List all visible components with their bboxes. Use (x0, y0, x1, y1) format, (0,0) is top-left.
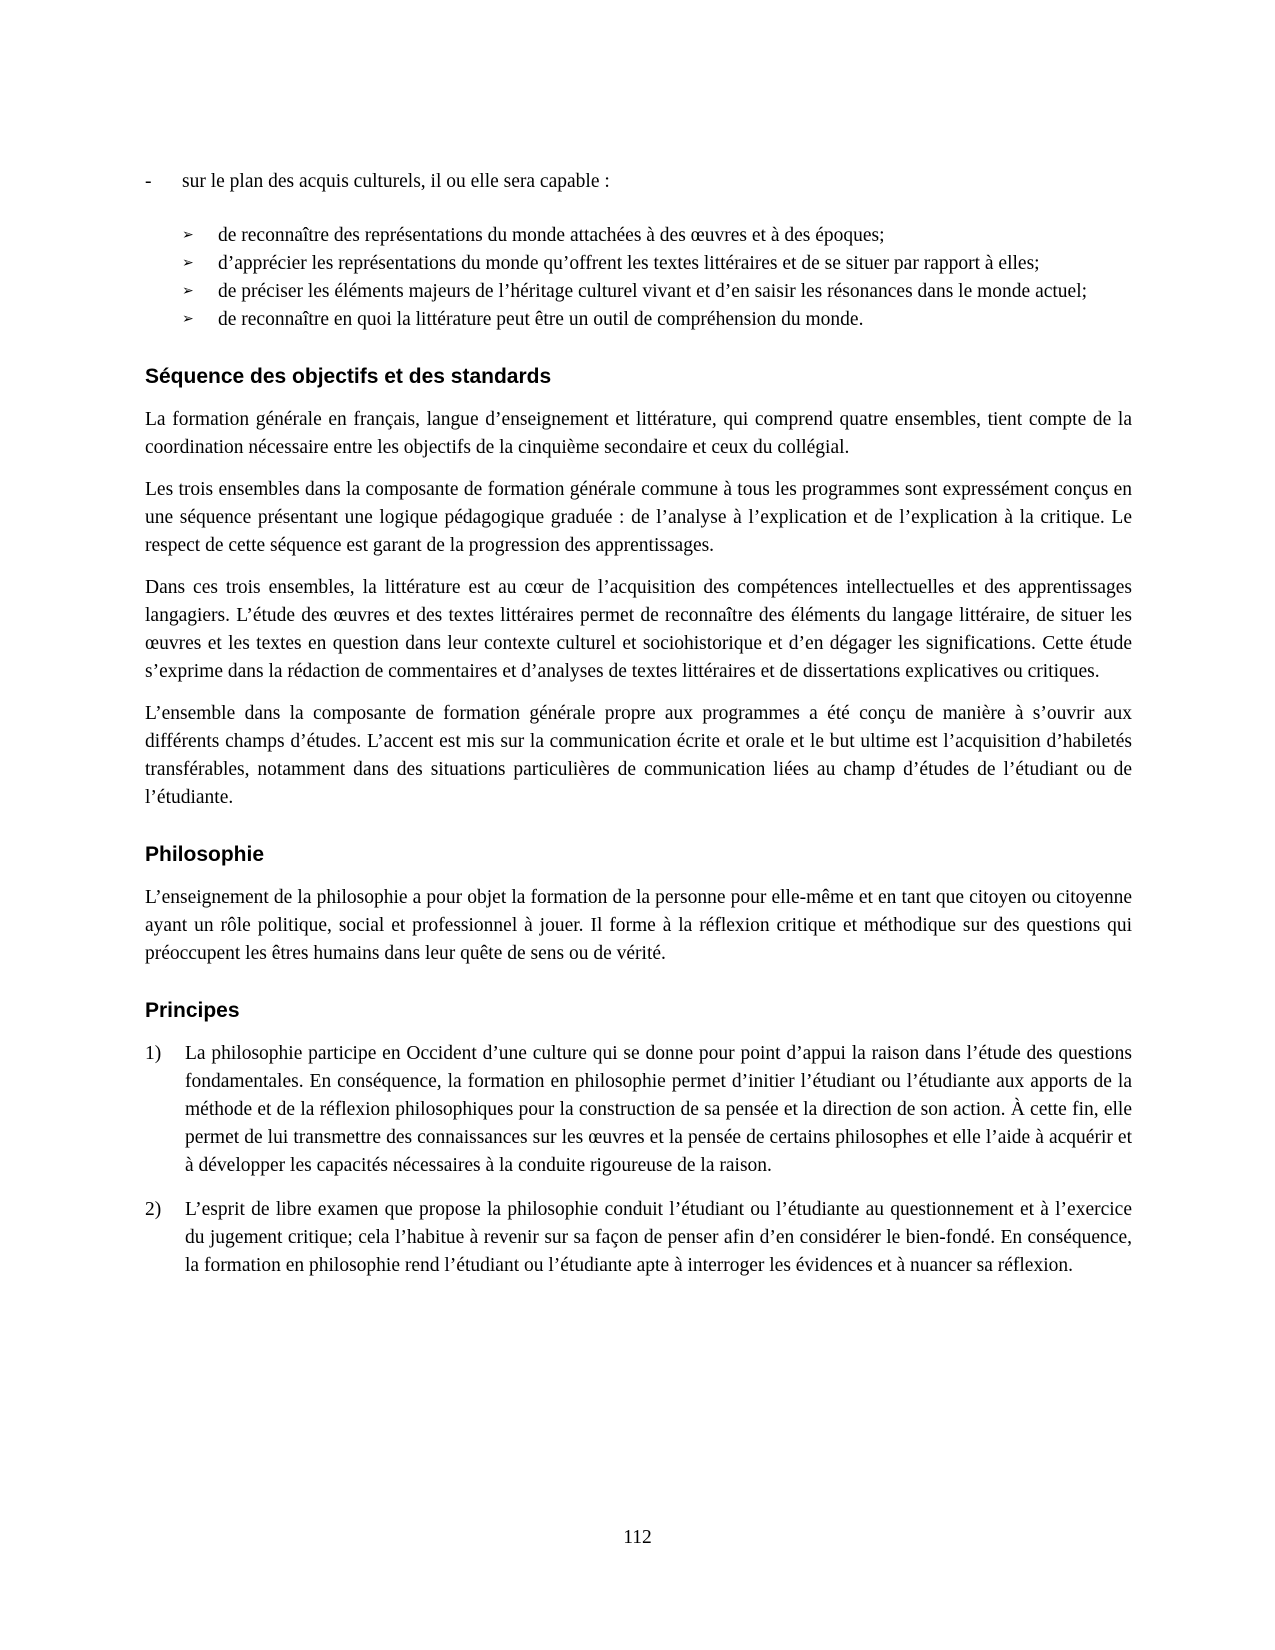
paragraph: Dans ces trois ensembles, la littérature est au cœur de l’acquisition des compétences intellectuelles et des apprentissages langagiers. L’étude des œuvres et des textes littéraires permet de reconnaître des éléments du langage littéraire, de situer les œuvres et les textes en question dans leur contexte culturel et sociohistorique et d’en dégager les significations. Cette étude s’exprime dans la rédaction de commentaires et d’analyses de textes littéraires et de dissertations explicatives ou critiques. (145, 577, 1132, 682)
bullet-text: de reconnaître des représentations du monde attachées à des œuvres et à des époques; (218, 225, 885, 246)
page-content (145, 168, 1132, 1296)
arrowhead-bullet-icon: ➢ (182, 284, 194, 299)
section-heading-sequence: Séquence des objectifs et des standards (145, 365, 552, 388)
numbered-item (145, 1196, 1132, 1280)
arrowhead-bullet-icon: ➢ (182, 312, 194, 327)
section-heading-principes: Principes (145, 999, 240, 1022)
paragraph: L’ensemble dans la composante de formation générale propre aux programmes a été conçu de manière à s’ouvrir aux différents champs d’études. L’accent est mis sur la communication écrite et orale et le but ultime est l’acquisition d’habiletés transférables, notamment dans des situations particulières de communication liées au champ d’études de l’étudiant ou de l’étudiante. (145, 703, 1132, 808)
bullet-text: de préciser les éléments majeurs de l’héritage culturel vivant et d’en saisir les résonances dans le monde actuel; (218, 281, 1088, 302)
item-number: 1) (145, 1043, 162, 1064)
intro-text: sur le plan des acquis culturels, il ou elle sera capable : (182, 171, 610, 192)
paragraph: L’enseignement de la philosophie a pour objet la formation de la personne pour elle-même et en tant que citoyen ou citoyenne ayant un rôle politique, social et professionnel à jouer. Il forme à la réflexion critique et méthodique sur des questions qui préoccupent les êtres humains dans leur quête de sens ou de vérité. (145, 887, 1132, 964)
item-number: 2) (145, 1199, 162, 1220)
list-item (182, 306, 1132, 334)
bullet-text: de reconnaître en quoi la littérature peut être un outil de compréhension du monde. (218, 309, 864, 330)
numbered-item (145, 1040, 1132, 1180)
page-number: 112 (623, 1527, 652, 1548)
dash-bullet: - (145, 171, 152, 192)
bullet-list (182, 222, 1132, 334)
intro-item (145, 168, 1132, 196)
arrowhead-bullet-icon: ➢ (182, 228, 194, 243)
bullet-text: d’apprécier les représentations du monde qu’offrent les textes littéraires et de se situer par rapport à elles; (218, 253, 1040, 274)
item-text: La philosophie participe en Occident d’une culture qui se donne pour point d’appui la raison dans l’étude des questions fondamentales. En conséquence, la formation en philosophie permet d’initier l’étudiant ou l’étudiante aux apports de la méthode et de la réflexion philosophiques pour la construction de sa pensée et la direction de son action. À cette fin, elle permet de lui transmettre des connaissances sur les œuvres et la pensée de certains philosophes et elle l’aide à acquérir et à développer les capacités nécessaires à la conduite rigoureuse de la raison. (185, 1043, 1132, 1176)
list-item (182, 222, 1132, 250)
list-item (182, 250, 1132, 278)
arrowhead-bullet-icon: ➢ (182, 256, 194, 271)
section-heading-philosophie: Philosophie (145, 843, 265, 866)
paragraph: Les trois ensembles dans la composante de formation générale commune à tous les programmes sont expressément conçus en une séquence présentant une logique pédagogique graduée : de l’analyse à l’explication et de l’explication à la critique. Le respect de cette séquence est garant de la progression des apprentissages. (145, 479, 1132, 556)
item-text: L’esprit de libre examen que propose la philosophie conduit l’étudiant ou l’étudiante au questionnement et à l’exercice du jugement critique; cela l’habitue à revenir sur sa façon de penser afin d’en considérer le bien-fondé. En conséquence, la formation en philosophie rend l’étudiant ou l’étudiante apte à interroger les évidences et à nuancer sa réflexion. (185, 1199, 1132, 1276)
list-item (182, 278, 1132, 306)
paragraph: La formation générale en français, langue d’enseignement et littérature, qui comprend quatre ensembles, tient compte de la coordination nécessaire entre les objectifs de la cinquième secondaire et ceux du collégial. (145, 409, 1132, 458)
